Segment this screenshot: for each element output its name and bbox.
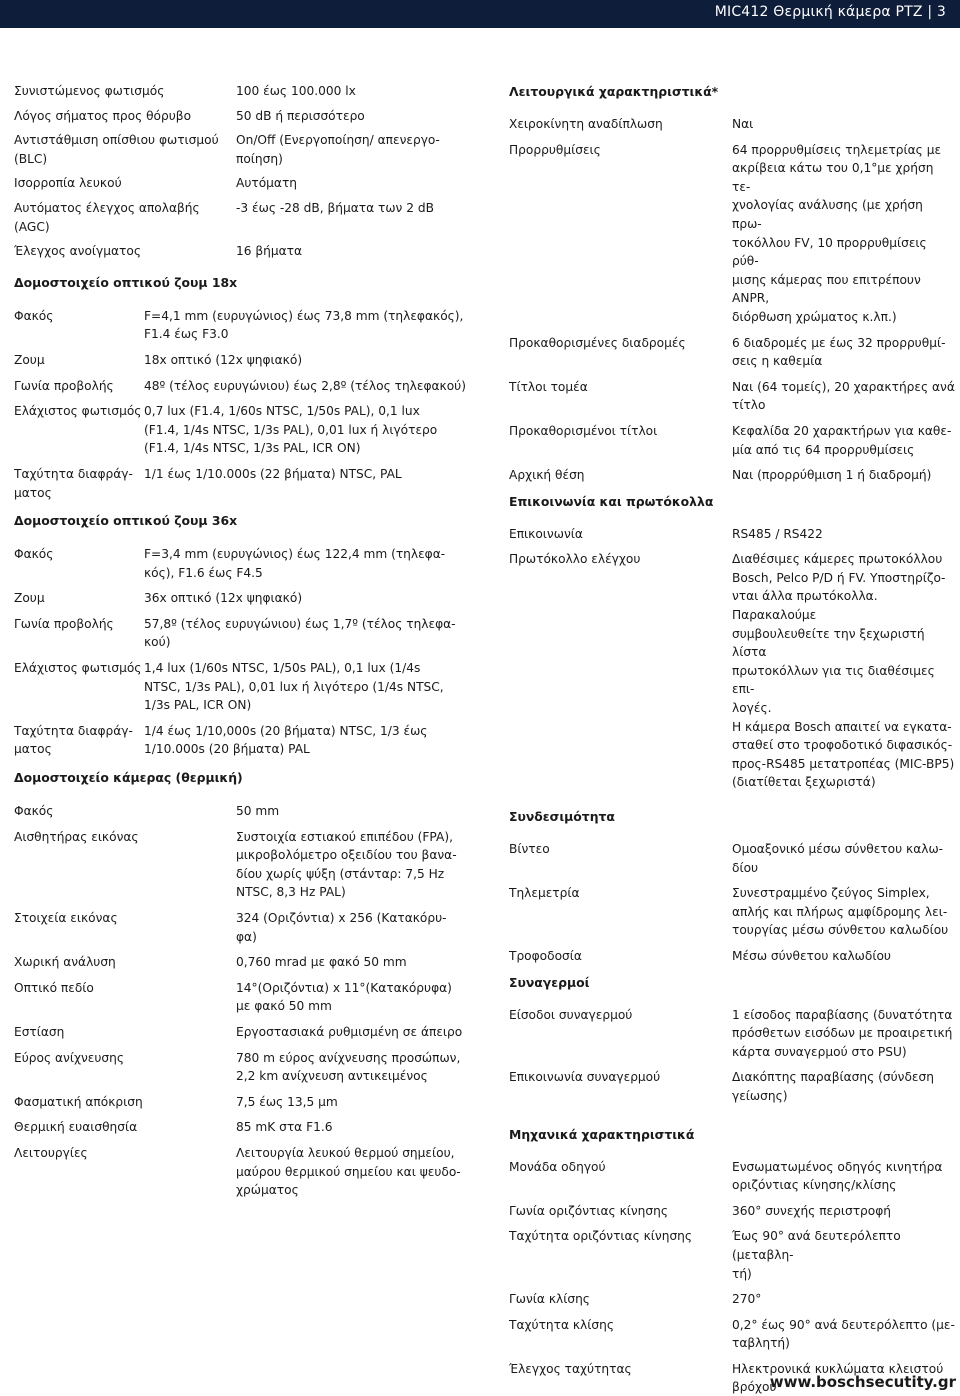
spec-value: 48º (τέλος ευρυγώνιου) έως 2,8º (τέλος τηλεφακού) <box>144 378 466 393</box>
spec-label: Ζουμ <box>14 352 45 367</box>
spec-row <box>14 377 482 396</box>
spec-row <box>14 1023 482 1042</box>
spec-value: 6 διαδρομές με έως 32 προρρυθμί- σεις η καθεμία <box>732 335 946 369</box>
spec-value: Ενσωματωμένος οδηγός κινητήρα οριζόντιας κίνησης/κλίσης <box>732 1159 943 1193</box>
spec-value: 0,7 lux (F1.4, 1/60s NTSC, 1/50s PAL), 0,1 lux (F1.4, 1/4s NTSC, 1/3s PAL), 0,01 lux ή λιγότερο (F1.4, 1/4s NTSC, 1/3s PAL, ICR ON) <box>144 404 438 456</box>
spec-row <box>509 1202 955 1221</box>
spec-row <box>14 979 482 1016</box>
spec-label: Γωνία κλίσης <box>509 1292 590 1307</box>
spec-value: Συνεστραμμένο ζεύγος Simplex, απλής και πλήρως αμφίδρομης λει- τουργίας μέσω σύνθετου καλωδίου <box>732 886 949 938</box>
spec-label: Εύρος ανίχνευσης <box>14 1050 125 1065</box>
spec-value: 0,760 mrad με φακό 50 mm <box>236 955 407 970</box>
spec-value: 16 βήματα <box>236 244 303 259</box>
spec-row <box>14 1093 482 1112</box>
spec-label: Ελάχιστος φωτισμός <box>14 661 142 676</box>
spec-row <box>509 1006 955 1062</box>
spec-value: Ναι (προρρύθμιση 1 ή διαδρομή) <box>732 468 932 483</box>
spec-label: Επικοινωνία <box>509 526 583 541</box>
spec-label: Γωνία προβολής <box>14 378 114 393</box>
footer-url[interactable]: www.boschsecutity.gr <box>769 1373 956 1391</box>
spec-value: 1 είσοδος παραβίασης (δυνατότητα πρόσθετων εισόδων με προαιρετική κάρτα συναγερμού στο PSU) <box>732 1007 953 1059</box>
spec-value: RS485 / RS422 <box>732 526 823 541</box>
spec-value: Εργοστασιακά ρυθμισμένη σε άπειρο <box>236 1024 463 1039</box>
spec-row <box>14 465 482 502</box>
spec-value: Λειτουργία λευκού θερμού σημείου, μαύρου θερμικού σημείου και ψευδο- χρώματος <box>236 1145 461 1198</box>
spec-value: 360° συνεχής περιστροφή <box>732 1203 891 1218</box>
spec-value: F=4,1 mm (ευρυγώνιος) έως 73,8 mm (τηλεφακός), F1.4 έως F3.0 <box>144 308 464 342</box>
spec-row <box>509 947 955 966</box>
spec-row <box>509 1227 955 1283</box>
spec-row <box>14 1118 482 1137</box>
spec-label: Χειροκίνητη αναδίπλωση <box>509 117 663 131</box>
page-header-title: MIC412 Θερμική κάμερα PTZ | 3 <box>714 4 946 20</box>
spec-value: 1/1 έως 1/10.000s (22 βήματα) NTSC, PAL <box>144 466 402 481</box>
spec-row <box>509 525 955 544</box>
spec-row <box>14 174 482 193</box>
spec-label: Ταχύτητα κλίσης <box>509 1317 614 1332</box>
spec-label: Στοιχεία εικόνας <box>14 911 118 925</box>
spec-label: Μονάδα οδηγού <box>509 1159 606 1174</box>
spec-value: Αυτόματη <box>236 176 298 191</box>
spec-label: Αισθητήρας εικόνας <box>14 829 139 844</box>
spec-label: Βίντεο <box>509 842 550 856</box>
spec-value: -3 έως -28 dB, βήματα των 2 dB <box>236 200 434 215</box>
spec-value: F=3,4 mm (ευρυγώνιος) έως 122,4 mm (τηλεφα- κός), F1.6 έως F4.5 <box>144 547 446 580</box>
spec-row <box>14 802 482 821</box>
spec-row <box>509 840 955 877</box>
spec-row <box>14 82 482 101</box>
spec-row <box>509 334 955 371</box>
section-heading: Δομοστοιχείο κάμερας (θερμική) <box>14 770 243 786</box>
spec-label: Φακός <box>14 804 54 819</box>
spec-value: 780 m εύρος ανίχνευσης προσώπων, 2,2 km ανίχνευση αντικειμένος <box>236 1050 461 1084</box>
header-bar <box>0 0 960 28</box>
spec-value: 100 έως 100.000 lx <box>236 84 356 98</box>
spec-label: Είσοδοι συναγερμού <box>509 1007 633 1022</box>
section-heading: Λειτουργικά χαρακτηριστικά* <box>509 84 719 99</box>
spec-value: Μέσω σύνθετου καλωδίου <box>732 948 891 963</box>
section-heading: Δομοστοιχείο οπτικού ζουμ 18x <box>14 274 238 290</box>
spec-value: 36x οπτικό (12x ψηφιακό) <box>144 591 303 606</box>
spec-row <box>14 199 482 236</box>
section-heading: Μηχανικά χαρακτηριστικά <box>509 1126 695 1142</box>
spec-row <box>14 545 482 582</box>
spec-value: Συστοιχία εστιακού επιπέδου (FPA), μικροβολόμετρο οξειδίου του βανα- δίου χωρίς ψύξη (στάνταρ: 7,5 Hz NTSC, 8,3 Hz PAL) <box>236 829 457 900</box>
spec-value: Διακόπτης παραβίασης (σύνδεση γείωσης) <box>732 1070 934 1103</box>
spec-value: 270° <box>732 1292 762 1307</box>
spec-label: Τίτλοι τομέα <box>509 379 588 394</box>
spec-row <box>14 107 482 126</box>
section-heading: Δομοστοιχείο οπτικού ζουμ 36x <box>14 513 238 529</box>
spec-value: 7,5 έως 13,5 µm <box>236 1094 338 1109</box>
spec-row <box>14 1049 482 1086</box>
spec-label: Γωνία οριζόντιας κίνησης <box>509 1203 669 1218</box>
spec-value: 324 (Οριζόντια) x 256 (Κατακόρυ- φα) <box>236 911 447 944</box>
spec-value: Κεφαλίδα 20 χαρακτήρων για καθε- μία από τις 64 προρρυθμίσεις <box>732 423 952 457</box>
spec-label: Τηλεμετρία <box>509 886 580 901</box>
spec-row <box>509 115 955 134</box>
spec-row <box>14 1144 482 1200</box>
spec-label: Εστίαση <box>14 1024 65 1039</box>
spec-row <box>509 141 955 327</box>
section-heading: Συναγερμοί <box>509 974 590 990</box>
spec-row <box>509 550 955 792</box>
spec-value: On/Off (Ενεργοποίηση/ απενεργο- ποίηση) <box>236 133 440 166</box>
spec-value: Διαθέσιμες κάμερες πρωτοκόλλου Bosch, Pelco P/D ή FV. Υποστηρίζο- νται άλλα πρωτόκολλα. Παρακαλούμε συμβουλευθείτε την ξεχωριστή λίστα πρωτοκόλλων για τις διαθέσιμες επι- λογές. Η κάμερα Bosch απαιτεί να εγκατα- σταθεί στο τροφοδοτικό διφασικός- προς-RS485 μετατροπέας (MIC-BP5) (διατίθεται ξεχωριστά) <box>732 552 955 790</box>
spec-label: Τροφοδοσία <box>509 948 582 963</box>
spec-label: Χωρική ανάλυση <box>14 955 116 970</box>
section-heading: Επικοινωνία και πρωτόκολλα <box>509 493 714 509</box>
spec-row <box>509 1290 955 1309</box>
spec-row <box>509 422 955 459</box>
spec-row <box>509 884 955 940</box>
spec-value: 0,2° έως 90° ανά δευτερόλεπτο (με- ταβλητή) <box>732 1317 955 1351</box>
spec-row <box>14 589 482 608</box>
spec-label: Φασματική απόκριση <box>14 1094 143 1109</box>
spec-label: Λόγος σήματος προς θόρυβο <box>14 108 192 123</box>
spec-label: Προρρυθμίσεις <box>509 142 601 157</box>
spec-value: 1/4 έως 1/10,000s (20 βήματα) NTSC, 1/3 έως 1/10.000s (20 βήματα) PAL <box>144 723 428 757</box>
spec-value: 57,8º (τέλος ευρυγώνιου) έως 1,7º (τέλος τηλεφα- κού) <box>144 616 456 650</box>
spec-row <box>14 615 482 652</box>
spec-label: Ταχύτητα διαφράγ- ματος <box>14 723 133 757</box>
spec-label: Ταχύτητα οριζόντιας κίνησης <box>509 1229 693 1244</box>
spec-row <box>14 131 482 168</box>
spec-label: Ισορροπία λευκού <box>14 176 122 191</box>
spec-value: 1,4 lux (1/60s NTSC, 1/50s PAL), 0,1 lux (1/4s NTSC, 1/3s PAL), 0,01 lux ή λιγότερο (1/4s NTSC, 1/3s PAL, ICR ON) <box>144 661 444 713</box>
spec-label: Επικοινωνία συναγερμού <box>509 1070 661 1085</box>
spec-row <box>509 1158 955 1195</box>
spec-label: Συνιστώμενος φωτισμός <box>14 84 165 98</box>
spec-row <box>509 1316 955 1353</box>
spec-value: 50 mm <box>236 804 280 819</box>
spec-value: Ομοαξονικό μέσω σύνθετου καλω- δίου <box>732 842 944 875</box>
spec-row <box>14 351 482 370</box>
spec-row <box>14 659 482 715</box>
spec-value: 64 προρρυθμίσεις τηλεμετρίας με ακρίβεια κάτω του 0,1°με χρήση τε- χνολογίας ανάλυσης (με χρήση πρω- τοκόλλου FV, 10 προρρυθμίσεις ρύθ- μισης κάμερας που επιτρέπουν ANPR, διόρθωση χρώματος κ.λπ.) <box>732 142 942 324</box>
right-column <box>509 82 955 1396</box>
spec-value: Ηλεκτρονικά κυκλώματα κλειστού βρόχου <box>732 1361 944 1395</box>
spec-label: Αυτόματος έλεγχος απολαβής (AGC) <box>14 200 200 234</box>
spec-row <box>14 722 482 759</box>
spec-row <box>14 242 482 261</box>
spec-label: Ζουμ <box>14 591 45 606</box>
spec-label: Φακός <box>14 308 54 323</box>
spec-label: Ελάχιστος φωτισμός <box>14 404 142 419</box>
spec-value: Έως 90° ανά δευτερόλεπτο (μεταβλη- τή) <box>732 1229 901 1281</box>
spec-label: Οπτικό πεδίο <box>14 980 94 995</box>
spec-row <box>14 909 482 946</box>
spec-label: Έλεγχος ταχύτητας <box>509 1361 632 1376</box>
spec-value: Ναι (64 τομείς), 20 χαρακτήρες ανά τίτλο <box>732 379 955 413</box>
spec-row <box>509 1068 955 1105</box>
spec-label: Προκαθορισμένες διαδρομές <box>509 335 686 350</box>
spec-label: Αντιστάθμιση οπίσθιου φωτισμού (BLC) <box>14 133 219 166</box>
spec-row <box>14 828 482 902</box>
spec-value: 14°(Οριζόντια) x 11°(Κατακόρυφα) με φακό 50 mm <box>236 980 452 1014</box>
spec-label: Λειτουργίες <box>14 1145 88 1160</box>
spec-row <box>14 953 482 972</box>
spec-label: Θερμική ευαισθησία <box>14 1120 138 1135</box>
spec-label: Ταχύτητα διαφράγ- ματος <box>14 466 133 500</box>
spec-label: Γωνία προβολής <box>14 616 114 631</box>
spec-value: 18x οπτικό (12x ψηφιακό) <box>144 352 303 367</box>
spec-label: Πρωτόκολλο ελέγχου <box>509 552 641 567</box>
spec-label: Φακός <box>14 547 54 562</box>
spec-label: Αρχική θέση <box>509 468 585 483</box>
spec-value: Ναι <box>732 117 754 131</box>
spec-value: 50 dB ή περισσότερο <box>236 108 365 123</box>
spec-label: Έλεγχος ανοίγματος <box>14 244 141 259</box>
spec-row <box>509 466 955 485</box>
spec-row <box>14 402 482 458</box>
spec-label: Προκαθορισμένοι τίτλοι <box>509 423 658 438</box>
left-column <box>14 82 482 1207</box>
spec-row <box>14 307 482 344</box>
spec-value: 85 mK στα F1.6 <box>236 1120 333 1135</box>
spec-row <box>509 378 955 415</box>
section-heading: Συνδεσιμότητα <box>509 809 615 824</box>
